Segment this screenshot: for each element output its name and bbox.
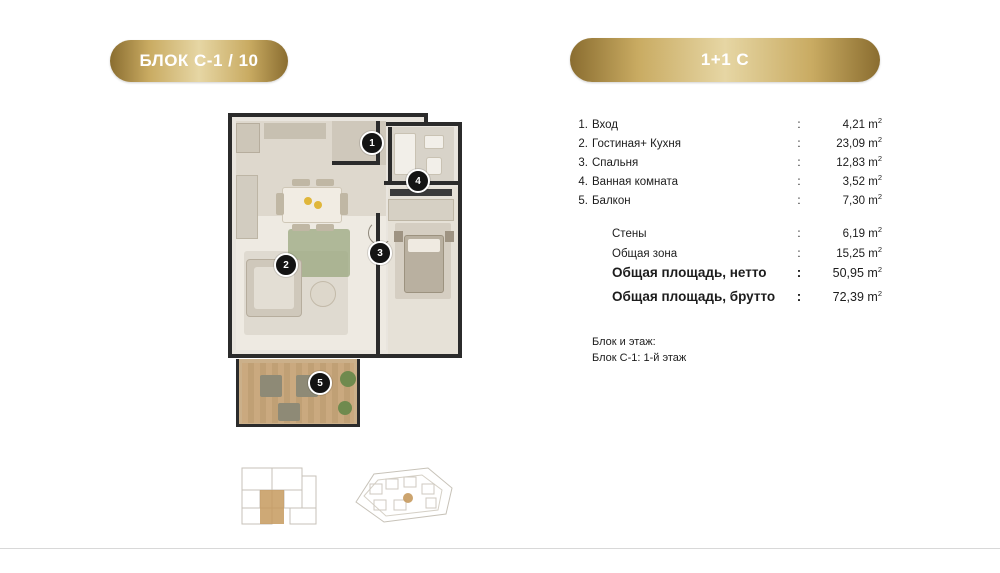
furniture-nightstand <box>394 231 403 242</box>
area-row-name: Вход <box>592 118 619 131</box>
area-row-value: 12,83 $m^2$ <box>836 154 882 169</box>
area-row-colon: : <box>797 194 801 207</box>
plan-marker-5[interactable]: 5 <box>308 371 332 395</box>
block-floor-note <box>592 334 686 366</box>
site-key-plan[interactable] <box>350 462 458 528</box>
area-row-colon: : <box>797 137 801 150</box>
fixture-sink <box>424 135 444 149</box>
area-row <box>572 116 884 135</box>
furniture-kitchen-counter <box>236 175 258 239</box>
furniture-pillows <box>408 239 440 252</box>
area-schedule <box>572 116 884 313</box>
area-row-value: 6,19 $m^2$ <box>842 225 882 240</box>
block-badge <box>110 40 288 82</box>
furniture-balcony-chair <box>260 375 282 397</box>
block-floor-note-value: Блок С-1: 1-й этаж <box>592 352 687 364</box>
area-row-name: Ванная комната <box>592 175 679 188</box>
block-badge-label: БЛОК С-1 / 10 <box>139 51 259 70</box>
area-row-name: Стены <box>612 227 647 240</box>
fixture-bathtub <box>394 133 416 175</box>
area-row-value: 7,30 $m^2$ <box>842 192 882 207</box>
decor-plant <box>338 401 352 415</box>
fixture-toilet <box>426 157 442 175</box>
furniture-chair <box>340 193 348 215</box>
area-row-value: 3,52 $m^2$ <box>842 173 882 188</box>
area-row-secondary <box>572 245 884 265</box>
area-row-colon: : <box>797 175 801 188</box>
area-row-colon: : <box>797 118 801 131</box>
area-row-name: Общая зона <box>612 247 678 260</box>
area-row-name: Балкон <box>592 194 631 207</box>
area-row-value: 72,39 $m^2$ <box>832 289 882 305</box>
plan-marker-2[interactable]: 2 <box>274 253 298 277</box>
area-row <box>572 154 884 173</box>
area-row-total-net <box>572 265 884 289</box>
area-row-value: 50,95 $m^2$ <box>832 265 882 281</box>
area-row-colon: : <box>796 289 802 305</box>
furniture-fridge <box>236 123 260 153</box>
area-row <box>572 135 884 154</box>
plan-marker-3[interactable]: 3 <box>368 241 392 265</box>
area-row-secondary <box>572 225 884 245</box>
furniture-chair <box>276 193 284 215</box>
area-row-number: 2. <box>578 137 588 150</box>
area-row-number: 1. <box>578 118 588 131</box>
furniture-balcony-table <box>278 403 300 421</box>
area-row-total-gross <box>572 289 884 313</box>
schedule-spacer <box>572 211 884 225</box>
area-row-name: Гостиная+ Кухня <box>592 137 681 150</box>
area-row-colon: : <box>796 265 802 281</box>
footer-divider <box>0 548 1000 549</box>
area-row-name: Спальня <box>592 156 639 169</box>
area-row-number: 4. <box>578 175 588 188</box>
floor-key-plan[interactable] <box>238 462 324 528</box>
area-row-colon: : <box>797 247 801 260</box>
decor-flowers <box>314 201 322 209</box>
area-row-name: Общая площадь, брутто <box>612 289 776 305</box>
furniture-chair <box>292 179 310 186</box>
area-row-colon: : <box>797 227 801 240</box>
area-row-number: 3. <box>578 156 588 169</box>
furniture-chair <box>316 179 334 186</box>
furniture-coffee-table <box>310 281 336 307</box>
decor-plant <box>340 371 356 387</box>
area-row-value: 15,25 $m^2$ <box>836 245 882 260</box>
apartment-type-label: 1+1 C <box>700 50 750 69</box>
furniture-kitchen-upper-cabinets <box>264 123 326 139</box>
furniture-chair <box>292 224 310 231</box>
area-row-value: 4,21 $m^2$ <box>842 116 882 131</box>
partition-wall <box>332 161 380 165</box>
plan-marker-1[interactable]: 1 <box>360 131 384 155</box>
furniture-dining-table <box>282 187 342 223</box>
decor-flowers <box>304 197 312 205</box>
area-row-name: Общая площадь, нетто <box>612 265 767 281</box>
area-row-colon: : <box>797 156 801 169</box>
area-row <box>572 192 884 211</box>
key-plans <box>238 462 458 532</box>
block-floor-note-title: Блок и этаж: <box>592 336 656 348</box>
plan-marker-4[interactable]: 4 <box>406 169 430 193</box>
furniture-chair <box>316 224 334 231</box>
floor-plan-drawing <box>228 113 462 423</box>
area-row-value: 23,09 $m^2$ <box>836 135 882 150</box>
furniture-tv-unit <box>388 199 454 221</box>
apartment-type-badge <box>570 38 880 82</box>
area-row <box>572 173 884 192</box>
area-row-number: 5. <box>578 194 588 207</box>
furniture-nightstand <box>445 231 454 242</box>
